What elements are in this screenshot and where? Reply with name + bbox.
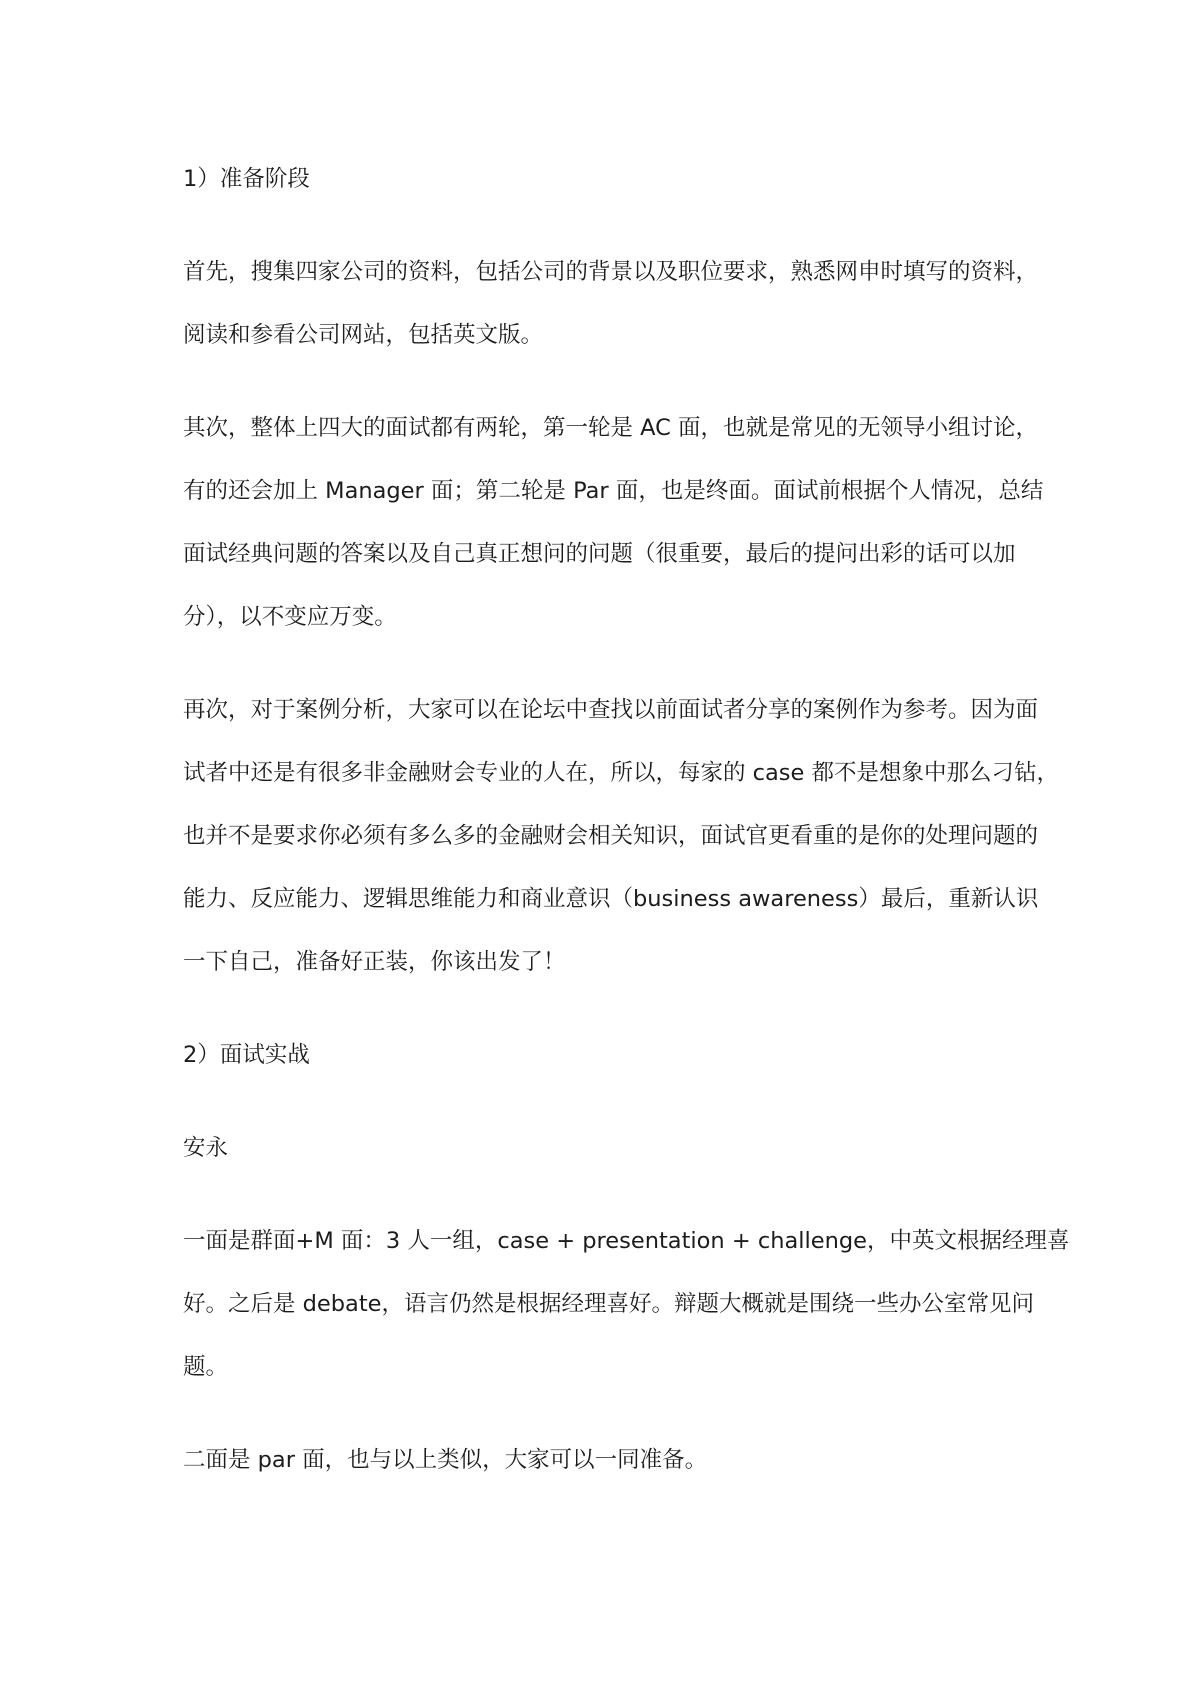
paragraph-second-round [183,1429,1200,1492]
section-heading-interview-practice [183,1024,1200,1087]
text-line: 有的还会加上 Manager 面；第二轮是 Par 面，也是终面。面试前根据个人情况，总结 [183,478,1044,504]
subheading-company [183,1117,1200,1180]
paragraph-interview-rounds [183,397,1200,649]
paragraph-research [183,241,1200,367]
text-line: 题。 [183,1354,229,1380]
text-line: 一面是群面+M 面：3 人一组，case + presentation + challenge，中英文根据经理喜 [183,1228,1070,1254]
text-line: 面试经典问题的答案以及自己真正想问的问题（很重要，最后的提问出彩的话可以加 [183,541,1016,567]
text-line: 一下自己，准备好正装，你该出发了！ [183,949,566,975]
text-line: 二面是 par 面，也与以上类似，大家可以一同准备。 [183,1447,708,1473]
text-line: 能力、反应能力、逻辑思维能力和商业意识（business awareness）最后，重新认识 [183,886,1039,912]
heading-text: 1）准备阶段 [183,166,310,192]
text-line: 阅读和参看公司网站，包括英文版。 [183,322,544,348]
paragraph-first-round [183,1210,1200,1399]
text-line: 试者中还是有很多非金融财会专业的人在，所以，每家的 case 都不是想象中那么刁钻， [183,760,1060,786]
heading-text: 2）面试实战 [183,1042,310,1068]
text-line: 也并不是要求你必须有多么多的金融财会相关知识，面试官更看重的是你的处理问题的 [183,823,1039,849]
text-line: 分），以不变应万变。 [183,604,397,630]
subheading-text: 安永 [183,1135,229,1161]
text-line: 其次，整体上四大的面试都有两轮，第一轮是 AC 面，也就是常见的无领导小组讨论， [183,415,1039,441]
text-line: 好。之后是 debate，语言仍然是根据经理喜好。辩题大概就是围绕一些办公室常见问 [183,1291,1035,1317]
section-heading-preparation [183,148,1200,211]
paragraph-case-analysis [183,679,1200,994]
text-line: 再次，对于案例分析，大家可以在论坛中查找以前面试者分享的案例作为参考。因为面 [183,697,1039,723]
text-line: 首先，搜集四家公司的资料，包括公司的背景以及职位要求，熟悉网申时填写的资料， [183,259,1039,285]
